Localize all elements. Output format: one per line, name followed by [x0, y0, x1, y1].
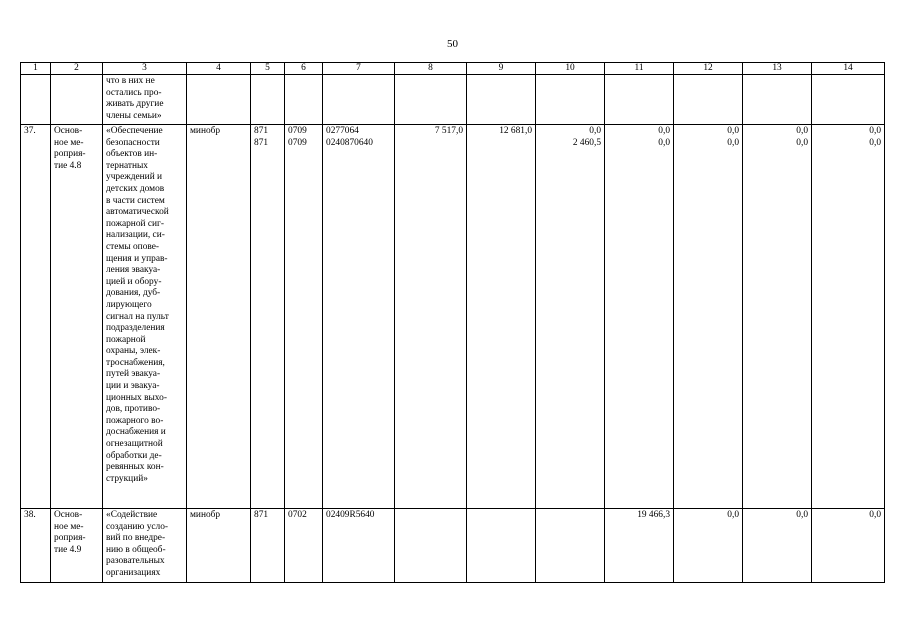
col11-cell: 19 466,3: [605, 509, 674, 583]
description-line: струкций»: [106, 473, 148, 484]
description-line: члены семьи»: [106, 110, 162, 121]
header-cell: 9: [467, 63, 536, 75]
col8-cell: [395, 509, 467, 583]
executor-cell: минобр: [187, 125, 251, 509]
description-cell: «Содействие созданию усло- вий по внедре- нию в общеоб- разовательных организациях: [103, 509, 187, 583]
description-line: лирующего: [106, 299, 152, 310]
description-line: ции и эвакуа-: [106, 381, 160, 392]
col12-cell: 0,0 0,0: [674, 125, 743, 509]
col13-cell: 0,0: [743, 509, 812, 583]
description-line: дования, дуб-: [106, 288, 161, 299]
header-cell: 14: [812, 63, 885, 75]
budget-table: [20, 62, 885, 583]
header-cell: 10: [536, 63, 605, 75]
description-line: автоматической: [106, 207, 169, 218]
description-line: доснабжения и: [106, 427, 166, 438]
header-cell: 8: [395, 63, 467, 75]
description-line: детских домов: [106, 183, 165, 194]
measure-type-cell: Основ- ное ме- роприя- тие 4.8: [51, 125, 103, 509]
description-line: что в них не: [106, 76, 155, 86]
description-line: остались про-: [106, 87, 162, 98]
description-line: дов, противо-: [106, 404, 161, 415]
table-row-37: [21, 125, 885, 509]
description-line: охраны, элек-: [106, 346, 161, 357]
description-line: цией и обору-: [106, 276, 162, 287]
col7-cell: 02409R5640: [323, 509, 395, 583]
col7-cell: 0277064 0240870640: [323, 125, 395, 509]
description-line: пожарной: [106, 334, 146, 345]
header-cell: 3: [103, 63, 187, 75]
header-cell: 4: [187, 63, 251, 75]
header-cell: 12: [674, 63, 743, 75]
col14-cell: 0,0 0,0: [812, 125, 885, 509]
description-line: в части систем: [106, 195, 165, 206]
header-cell: 6: [285, 63, 323, 75]
col11-cell: 0,0 0,0: [605, 125, 674, 509]
description-line: обработки де-: [106, 450, 162, 461]
col6-cell: 0702: [285, 509, 323, 583]
description-cell: [103, 125, 187, 509]
description-line: ления эвакуа-: [106, 265, 161, 276]
description-line: ревянных кон-: [106, 462, 164, 473]
col10-cell: 0,0 2 460,5: [536, 125, 605, 509]
table-row-38: [21, 509, 885, 583]
row-number: 38.: [21, 509, 51, 583]
col14-cell: 0,0: [812, 509, 885, 583]
header-cell: 5: [251, 63, 285, 75]
description-line: безопасности: [106, 137, 160, 148]
description-line: нализации, си-: [106, 230, 165, 241]
description-line: объектов ин-: [106, 149, 158, 160]
description-cell: [103, 75, 187, 125]
col12-cell: 0,0: [674, 509, 743, 583]
description-line: учреждений и: [106, 172, 163, 183]
page-number: 50: [447, 38, 458, 50]
measure-type-cell: Основ- ное ме- роприя- тие 4.9: [51, 509, 103, 583]
col10-cell: [536, 509, 605, 583]
description-line: живать другие: [106, 99, 164, 110]
header-row: [21, 63, 885, 75]
header-cell: 7: [323, 63, 395, 75]
description-line: пожарной сиг-: [106, 218, 165, 229]
description-line: пожарного во-: [106, 415, 164, 426]
col5-cell: 871: [251, 509, 285, 583]
description-line: ционных выхо-: [106, 392, 167, 403]
col13-cell: 0,0 0,0: [743, 125, 812, 509]
description-line: огнезащитной: [106, 439, 163, 450]
col5-cell: 871 871: [251, 125, 285, 509]
executor-cell: минобр: [187, 509, 251, 583]
header-cell: 1: [21, 63, 51, 75]
description-line: троснабжения,: [106, 357, 165, 368]
header-cell: 13: [743, 63, 812, 75]
description-line: «Обеспечение: [106, 126, 163, 136]
description-line: тернатных: [106, 160, 148, 171]
col9-cell: [467, 509, 536, 583]
col9-cell: 12 681,0: [467, 125, 536, 509]
description-line: подразделения: [106, 323, 165, 334]
row-number: 37.: [21, 125, 51, 509]
header-cell: 2: [51, 63, 103, 75]
description-line: щения и управ-: [106, 253, 168, 264]
table-row-continuation: [21, 75, 885, 125]
col8-cell: 7 517,0: [395, 125, 467, 509]
col6-cell: 0709 0709: [285, 125, 323, 509]
description-line: путей эвакуа-: [106, 369, 161, 380]
description-line: стемы опове-: [106, 241, 160, 252]
header-cell: 11: [605, 63, 674, 75]
description-line: сигнал на пульт: [106, 311, 169, 322]
